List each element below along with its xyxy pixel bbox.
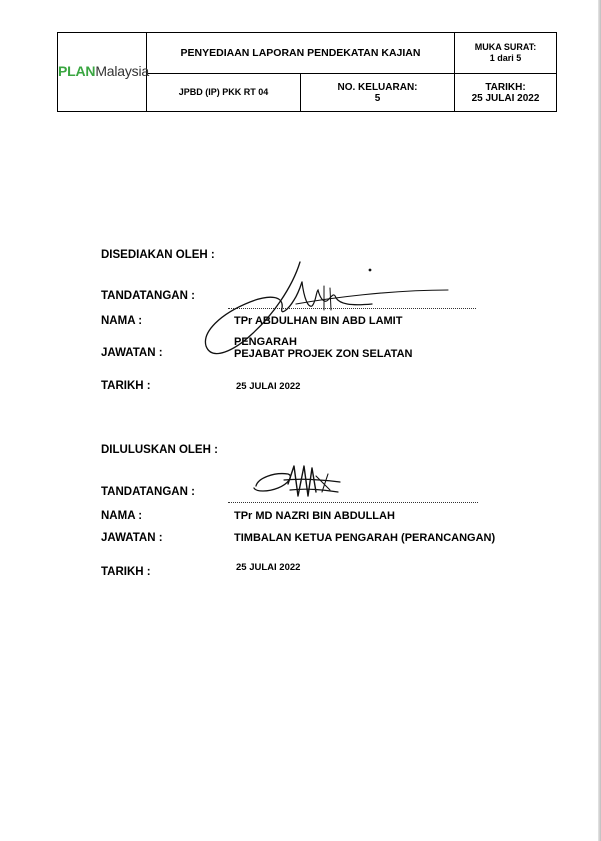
date-cell [455,74,557,112]
approved-signature-image [248,462,348,502]
prepared-position-line2: PEJABAT PROJEK ZON SELATAN [234,348,413,360]
approved-position: TIMBALAN KETUA PENGARAH (PERANCANGAN) [234,532,496,544]
issue-cell [301,74,455,112]
prepared-name-label: NAMA : [101,315,143,327]
approved-position-label: JAWATAN : [101,532,163,544]
page-label: MUKA SURAT: [474,42,537,52]
prepared-position-label: JAWATAN : [101,347,163,359]
prepared-position-line1: PENGARAH [234,336,297,348]
approved-name-label: NAMA : [101,510,143,522]
issue-value: 5 [374,92,381,104]
logo-cell [58,33,147,112]
document-title: PENYEDIAAN LAPORAN PENDEKATAN KAJIAN [147,33,455,74]
document-code: JPBD (IP) PKK RT 04 [147,74,301,112]
issue-label: NO. KELUARAN: [337,81,418,93]
prepared-date: 25 JULAI 2022 [236,381,301,392]
prepared-signature-label: TANDATANGAN : [101,290,195,302]
approved-date: 25 JULAI 2022 [236,562,301,573]
approved-heading: DILULUSKAN OLEH : [101,444,218,456]
date-value: 25 JULAI 2022 [471,92,540,104]
prepared-date-label: TARIKH : [101,380,151,392]
approved-signature-label: TANDATANGAN : [101,486,195,498]
date-label: TARIKH: [485,81,526,93]
planmalaysia-logo: PLANMalaysia [58,62,149,79]
page-value: 1 dari 5 [489,53,522,63]
approved-name: TPr MD NAZRI BIN ABDULLAH [234,510,395,522]
prepared-name: TPr ABDULHAN BIN ABD LAMIT [234,315,403,327]
approved-signature-line [228,502,478,503]
prepared-heading: DISEDIAKAN OLEH : [101,249,215,261]
prepared-signature-image [200,258,480,368]
document-header-table [57,32,557,112]
approved-date-label: TARIKH : [101,566,151,578]
page-cell [455,33,557,74]
